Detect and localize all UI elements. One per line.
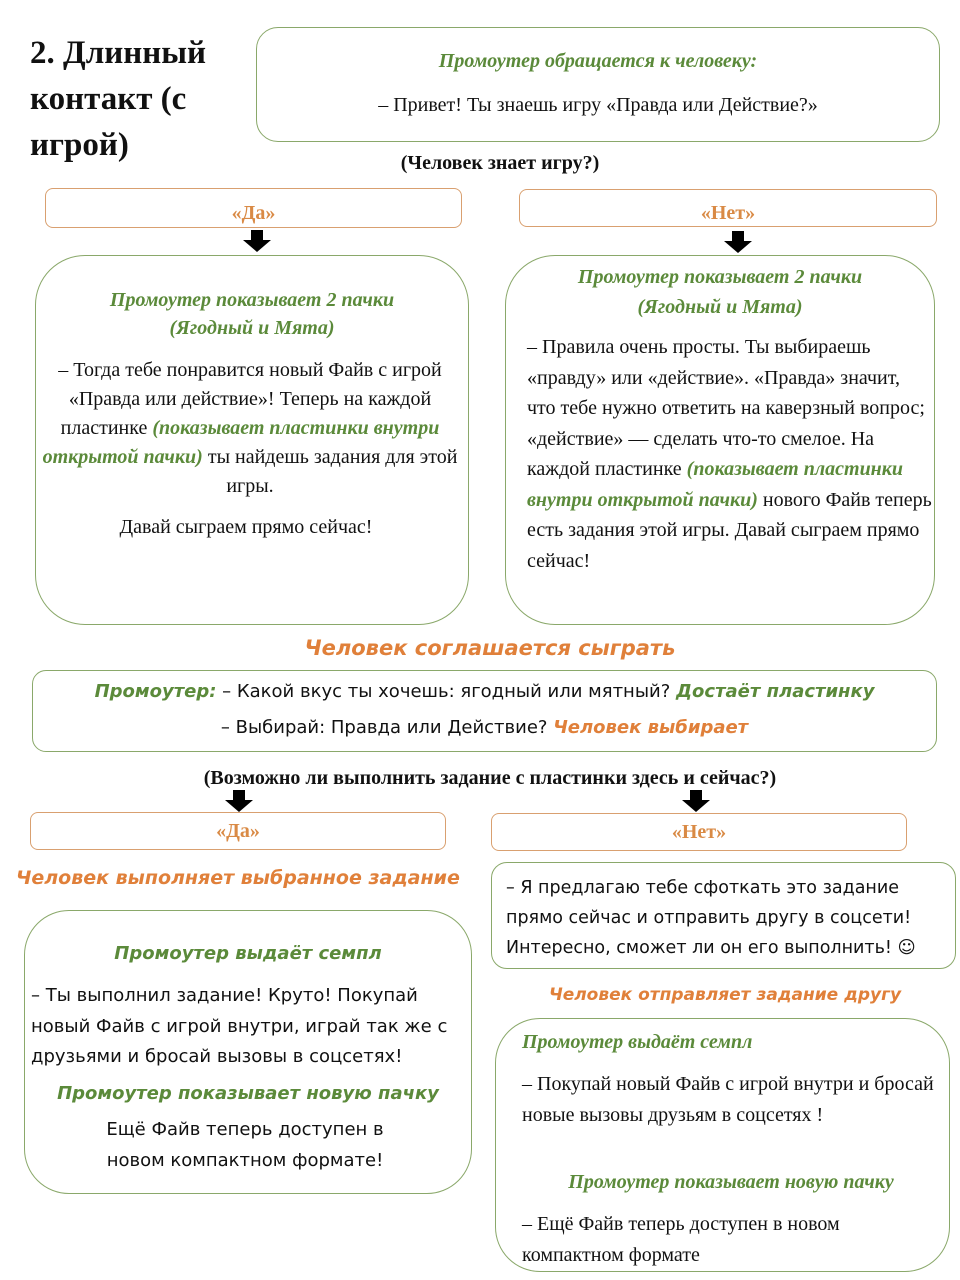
yes-box-action: (показывает пластинки внутри открытой пачки)	[42, 417, 440, 468]
yes2-heading: Промоутер выдаёт семпл	[114, 943, 382, 964]
no-box-action: (показывает пластинки внутри открытой пачки)	[527, 458, 904, 511]
yes2-response-box	[24, 910, 472, 1194]
no2-text: – Я предлагаю тебе сфоткать это задание прямо сейчас и отправить другу в соцсети! Интересно, сможет ли он его выполнить! ☺	[506, 878, 916, 958]
intro-line: – Привет! Ты знаешь игру «Правда или Действие?»	[378, 94, 818, 116]
yes-response-box	[35, 255, 469, 625]
no2-final-text: – Покупай новый Файв с игрой внутри и бросай новые вызовы друзьям в соцсетях !	[522, 1073, 934, 1126]
no2-final-heading2: Промоутер показывает новую пачку	[568, 1171, 894, 1193]
no2-final-text2: – Ещё Файв теперь доступен в новом компактном формате	[522, 1213, 840, 1266]
yes-box-text	[40, 356, 460, 501]
arrow-down-icon	[682, 790, 710, 812]
arrow-down-icon	[724, 231, 752, 253]
yes2-heading2: Промоутер показывает новую пачку	[57, 1083, 439, 1104]
choice-line1	[33, 681, 936, 702]
yes-box-closing: Давай сыграем прямо сейчас!	[119, 516, 373, 538]
arrow-down-icon	[243, 230, 271, 252]
no-box-text-part1: – Правила очень просты. Ты выбираешь «правду» или «действие». «Правда» значит, что тебе нужно ответить на каверзный вопрос; «действие» — сделать что-то смелое. На каждой пластинке	[527, 336, 925, 480]
yes-box-text-part2: ты найдешь задания для этой игры.	[202, 446, 458, 497]
yes-box-heading	[36, 286, 468, 342]
intro-box	[256, 27, 940, 142]
choice-line1-action: Достаёт пластинку	[676, 681, 875, 702]
yes2-text2: Ещё Файв теперь доступен в новом компактном формате!	[106, 1119, 384, 1171]
intro-heading: Промоутер обращается к человеку:	[438, 50, 758, 72]
choice-line1-text: – Какой вкус ты хочешь: ягодный или мятный?	[216, 681, 677, 702]
yes-box-text-part1: – Тогда тебе понравится новый Файв с игрой «Правда или действие»! Теперь на каждой пластинке	[58, 359, 442, 439]
branch2-no-label: «Нет»	[491, 813, 907, 851]
no-box-text-part2: нового Файв теперь есть задания этой игры. Давай сыграем прямо сейчас!	[527, 488, 932, 572]
no-response-box	[505, 255, 935, 625]
no-box-heading	[506, 262, 934, 322]
yes-box-heading-line1: Промоутер показывает 2 пачки	[109, 289, 395, 311]
branch-no-label: «Нет»	[519, 189, 937, 227]
arrow-down-icon	[225, 790, 253, 812]
no2-caption: Человек отправляет задание другу	[548, 985, 902, 1005]
no-box-heading-line1: Промоутер показывает 2 пачки	[577, 266, 863, 288]
agree-caption: Человек соглашается сыграть	[304, 636, 676, 660]
no-box-heading-line2: (Ягодный и Мята)	[637, 296, 803, 318]
no2-final-box	[495, 1018, 950, 1272]
choice-line2	[33, 717, 936, 738]
choice-line2-action: Человек выбирает	[553, 717, 749, 738]
no2-final-heading: Промоутер выдаёт семпл	[522, 1031, 753, 1053]
promoter-label: Промоутер:	[94, 681, 217, 702]
yes2-text: – Ты выполнил задание! Круто! Покупай новый Файв с игрой внутри, играй так же с друзьями и бросай вызовы в соцсетях!	[31, 985, 448, 1067]
question-knows-game: (Человек знает игру?)	[400, 152, 600, 174]
question-task-possible: (Возможно ли выполнить задание с пластинки здесь и сейчас?)	[203, 767, 777, 789]
no-box-text	[527, 332, 932, 576]
no2-response-box	[491, 862, 956, 969]
choice-box	[32, 670, 937, 752]
page-title: 2. Длинный контакт (с игрой)	[30, 35, 207, 163]
choice-line2-text: – Выбирай: Правда или Действие?	[220, 717, 554, 738]
yes2-caption: Человек выполняет выбранное задание	[16, 867, 460, 889]
branch2-yes-label: «Да»	[30, 812, 446, 850]
yes-box-heading-line2: (Ягодный и Мята)	[169, 317, 335, 339]
branch-yes-label: «Да»	[45, 188, 462, 228]
